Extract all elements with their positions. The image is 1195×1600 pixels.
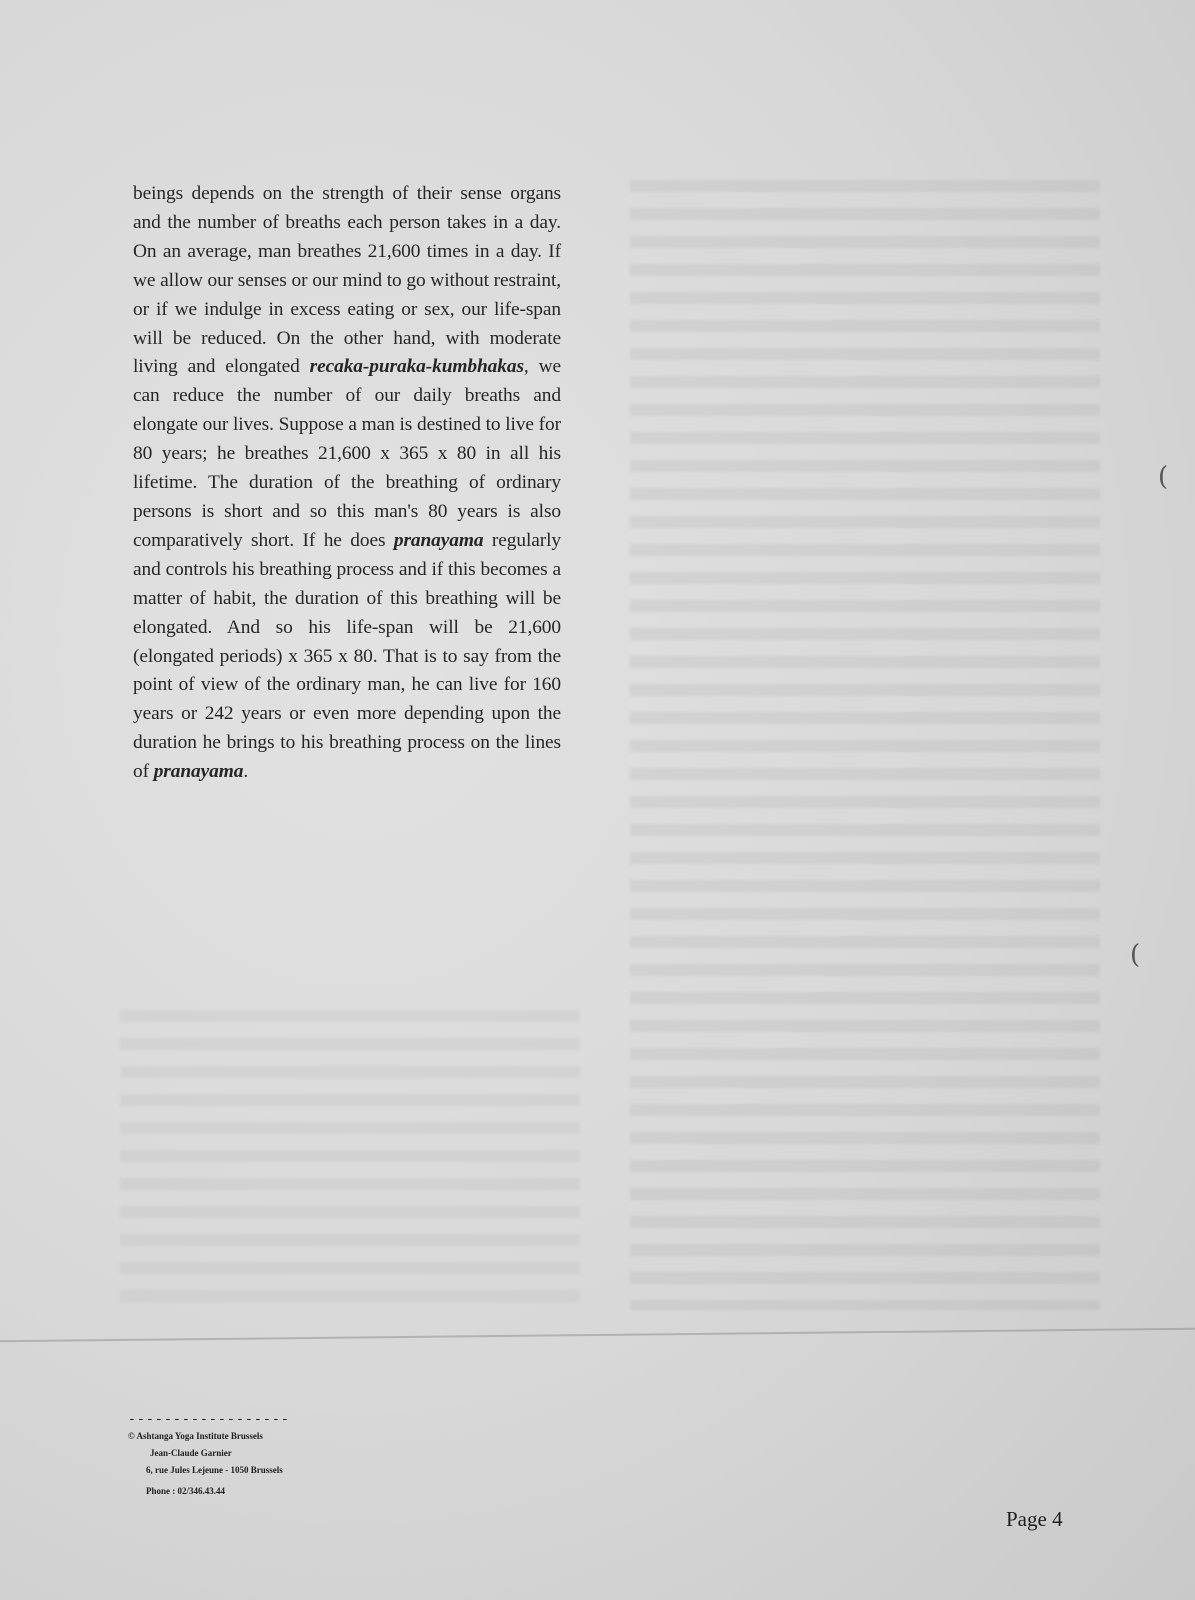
text-run-1: beings depends on the strength of their sense organs and the number of breaths each person takes in a day. On an average, man breathes 21,600 times in a day. If we allow our senses or our mind to go without restraint, or if we indulge in excess eating or sex, our life-span will be reduced. On the other hand, with moderate living and elongated	[133, 183, 561, 378]
page-number: Page 4	[1006, 1507, 1063, 1531]
text-run-3: regularly and controls his breathing process and if this becomes a matter of habit, the duration of this breathing will be elongated. And so his life-span will be 21,600 (elongated periods) x 365 x 80. That is to say from the point of view of the ordinary man, he can live for 160 years or 242 years or even more depending upon the duration he brings to his breathing process on the lines of	[133, 529, 561, 783]
italic-term-pranayama-1: pranayama	[393, 529, 484, 551]
italic-term-pranayama-2: pranayama	[153, 761, 244, 783]
text-run-2: , we can reduce the number of our daily breaths and elongate our lives. Suppose a man is destined to live for 80 years; he breathes 21,600 x 365 x 80 in all his lifetime. The duration of the breathing of ordinary persons is short and so this man's 80 years is also comparatively short. If he does	[133, 356, 561, 551]
bleed-through-text-lower	[120, 1010, 580, 1310]
paper-fold-line	[0, 1328, 1195, 1343]
footer-separator: ------------------	[128, 1412, 291, 1427]
copyright-line: © Ashtanga Yoga Institute Brussels	[128, 1431, 263, 1441]
phone-line: Phone : 02/346.43.44	[146, 1486, 226, 1496]
italic-term-recaka-puraka-kumbhakas: recaka-puraka-kumbhakas	[309, 356, 524, 378]
paragraph-text	[133, 180, 561, 787]
bleed-through-text	[630, 180, 1100, 1310]
address-line: 6, rue Jules Lejeune - 1050 Brussels	[146, 1465, 283, 1475]
text-run-4: .	[243, 761, 249, 783]
author-line: Jean-Claude Garnier	[150, 1448, 232, 1458]
margin-mark-2: (	[1130, 940, 1141, 970]
copyright-footer	[128, 1412, 358, 1500]
margin-mark-1: (	[1158, 462, 1169, 492]
body-paragraph	[133, 180, 561, 787]
